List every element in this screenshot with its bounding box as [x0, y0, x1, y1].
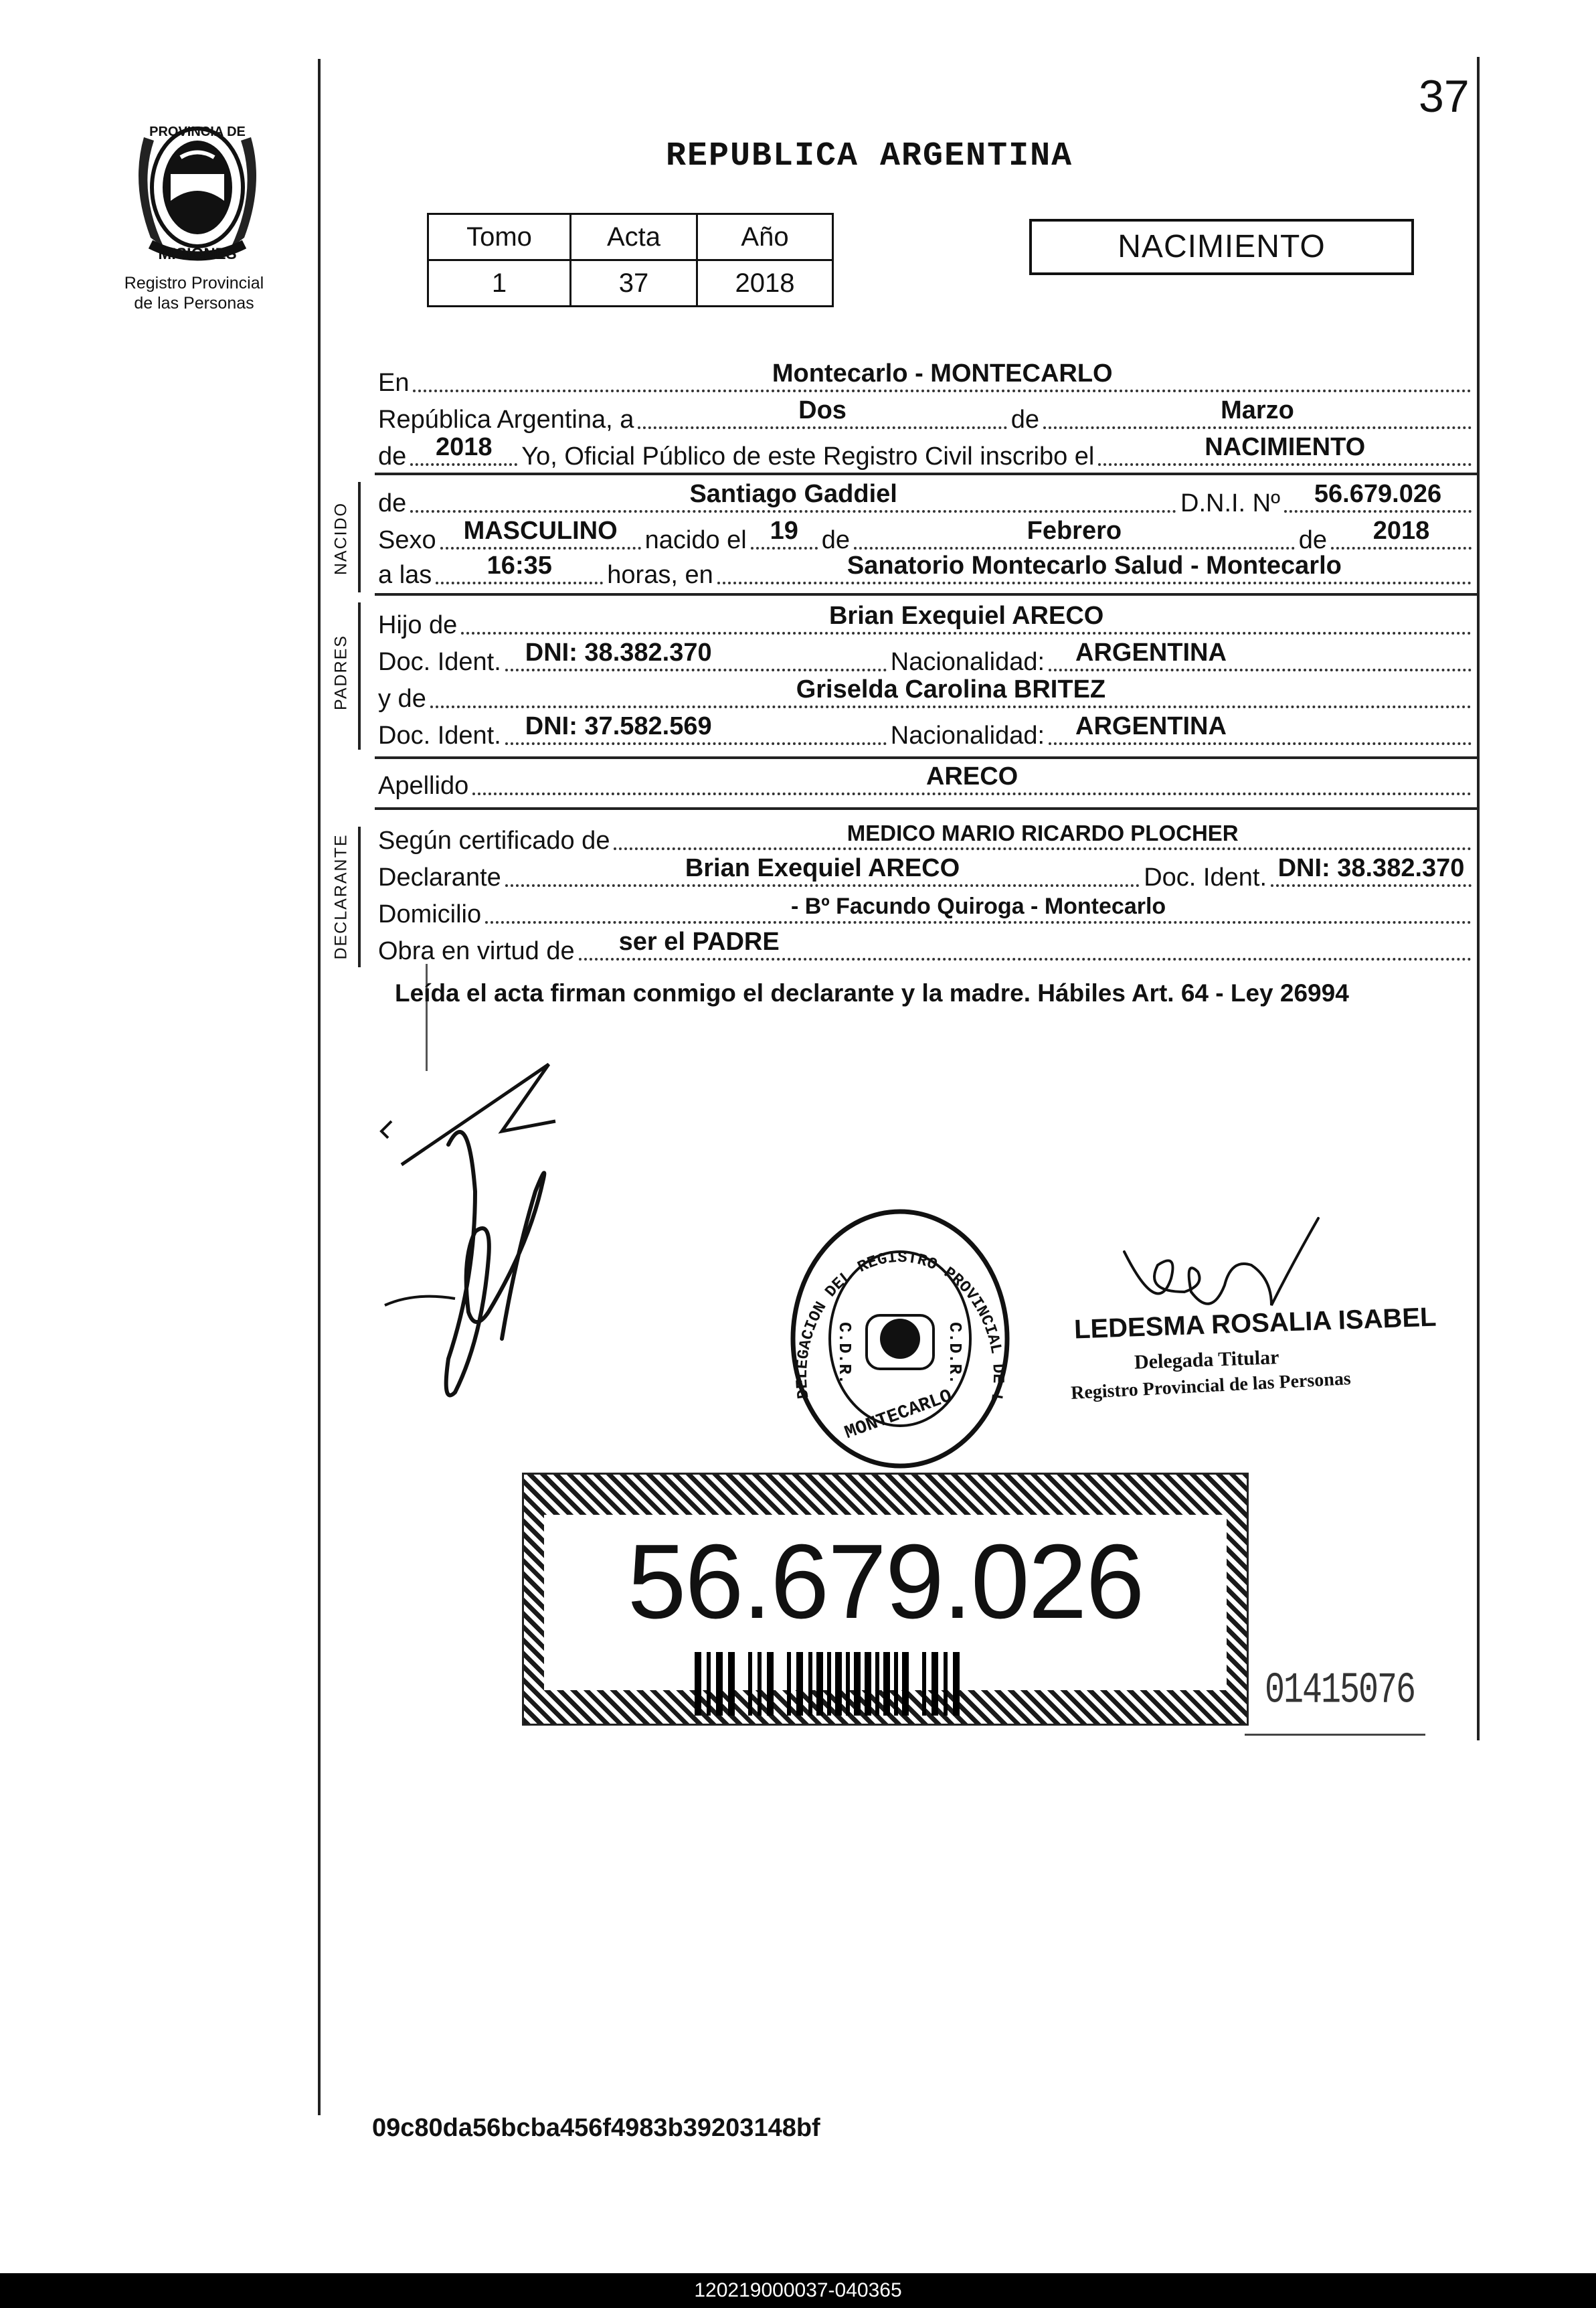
- value-month: Marzo: [1221, 396, 1294, 424]
- province-seal: [124, 110, 271, 264]
- label-country: República Argentina, a: [378, 406, 634, 434]
- nacido-bracket: [358, 482, 361, 592]
- declarant-signature: [375, 1058, 616, 1432]
- label-de-name: de: [378, 489, 407, 517]
- label-sexo: Sexo: [378, 526, 436, 554]
- serial-underline: [1245, 1734, 1425, 1736]
- label-a-las: a las: [378, 561, 432, 589]
- ref-value-ano: 2018: [697, 260, 833, 307]
- footer-bar: [0, 2273, 1596, 2308]
- value-child-name: Santiago Gaddiel: [689, 480, 897, 508]
- left-margin-line: [318, 59, 321, 2115]
- label-father-doc: Doc. Ident.: [378, 648, 501, 676]
- official-role: Delegada Titular: [1134, 1346, 1279, 1374]
- stamp-center-right: C.D.R.: [945, 1322, 965, 1385]
- value-child-dni: 56.679.026: [1314, 480, 1442, 508]
- label-dni: D.N.I. Nº: [1180, 489, 1280, 517]
- registry-label-line1: Registro Provincial: [124, 274, 264, 293]
- registry-label: [107, 273, 281, 313]
- ref-header-ano: Año: [697, 214, 833, 260]
- reference-table: [427, 213, 834, 307]
- value-birth-day: 19: [770, 517, 798, 545]
- value-domicile: - Bº Facundo Quiroga - Montecarlo: [790, 894, 1166, 919]
- value-city: Montecarlo - MONTECARLO: [772, 359, 1113, 388]
- official-stamp: [786, 1205, 1014, 1473]
- value-year: 2018: [436, 433, 493, 461]
- value-day: Dos: [798, 396, 847, 424]
- ref-value-acta: 37: [571, 260, 697, 307]
- label-mother-nat: Nacionalidad:: [890, 722, 1045, 750]
- value-inscription: NACIMIENTO: [1205, 433, 1366, 461]
- record-type-box: NACIMIENTO: [1029, 219, 1414, 275]
- ref-header-tomo: Tomo: [428, 214, 571, 260]
- seal-bottom-text: MISIONES: [158, 245, 237, 263]
- label-horas: horas, en: [607, 561, 713, 589]
- official-org: Registro Provincial de las Personas: [1070, 1368, 1352, 1404]
- value-birth-month: Febrero: [1027, 517, 1122, 545]
- closing-statement: Leída el acta firman conmigo el declarante y la madre. Hábiles Art. 64 - Ley 26994: [395, 979, 1349, 1007]
- stamp-bottom-text: MONTECARLO: [842, 1386, 956, 1445]
- label-declarant-doc: Doc. Ident.: [1144, 863, 1267, 892]
- page-number: 37: [1419, 71, 1470, 122]
- label-yde: y de: [378, 685, 426, 713]
- label-nacido: nacido el: [644, 526, 747, 554]
- label-certificate: Según certificado de: [378, 827, 610, 855]
- section-nacido: NACIDO: [331, 501, 351, 576]
- value-mother-name: Griselda Carolina BRITEZ: [796, 675, 1106, 704]
- value-mother-nationality: ARGENTINA: [1075, 712, 1227, 740]
- dni-label-number: 56.679.026: [627, 1523, 1144, 1641]
- value-birth-year: 2018: [1372, 517, 1430, 545]
- label-declarant: Declarante: [378, 863, 501, 892]
- svg-text:DELEGACION DEL REGISTRO PROVIN: [786, 1205, 1006, 1404]
- label-de-year: de: [378, 442, 407, 471]
- label-domicile: Domicilio: [378, 900, 482, 928]
- stamp-center-left: C.D.R.: [834, 1322, 855, 1385]
- value-birth-time: 16:35: [486, 552, 552, 580]
- section-padres: PADRES: [331, 635, 351, 710]
- padres-bracket: [358, 602, 361, 750]
- label-father-nat: Nacionalidad:: [890, 648, 1045, 676]
- label-de: de: [1010, 406, 1039, 434]
- label-hijo: Hijo de: [378, 611, 458, 639]
- page-title: REPUBLICA ARGENTINA: [666, 137, 1073, 175]
- label-mother-doc: Doc. Ident.: [378, 722, 501, 750]
- row-surname: [378, 763, 1476, 801]
- label-apellido: Apellido: [378, 772, 469, 800]
- value-mother-doc: DNI: 37.582.569: [525, 712, 712, 740]
- section-declarante: DECLARANTE: [331, 833, 351, 960]
- row-inscription: [378, 434, 1476, 471]
- row-virtue: [378, 928, 1476, 966]
- value-surname: ARECO: [925, 762, 1018, 791]
- ref-value-tomo: 1: [428, 260, 571, 307]
- registry-label-line2: de las Personas: [134, 294, 254, 313]
- document-hash: 09c80da56bcba456f4983b39203148bf: [372, 2114, 820, 2142]
- official-name: LEDESMA ROSALIA ISABEL: [1073, 1302, 1437, 1345]
- value-declarant-name: Brian Exequiel ARECO: [685, 854, 960, 882]
- footer-code: 120219000037-040365: [694, 2279, 902, 2301]
- value-birth-place: Sanatorio Montecarlo Salud - Montecarlo: [847, 552, 1342, 580]
- label-de-month: de: [821, 526, 851, 554]
- dni-label: [522, 1473, 1249, 1726]
- seal-top-text: PROVINCIA DE: [149, 125, 246, 139]
- row-mother-doc: [378, 713, 1476, 750]
- dni-serial-number: 01415076: [1265, 1666, 1415, 1716]
- value-certificate: MEDICO MARIO RICARDO PLOCHER: [847, 821, 1239, 845]
- value-father-nationality: ARGENTINA: [1075, 639, 1227, 667]
- label-virtue: Obra en virtud de: [378, 937, 575, 965]
- row-time-place: [378, 552, 1476, 590]
- dni-barcode: [695, 1652, 1009, 1716]
- label-de-birthyear: de: [1298, 526, 1327, 554]
- value-sexo: MASCULINO: [463, 517, 618, 545]
- value-virtue: ser el PADRE: [618, 928, 780, 956]
- label-en: En: [378, 369, 410, 397]
- label-inscription: Yo, Oficial Público de este Registro Civil inscribo el: [521, 442, 1095, 471]
- dni-label-window: [544, 1515, 1227, 1690]
- value-father-doc: DNI: 38.382.370: [525, 639, 712, 667]
- value-father-name: Brian Exequiel ARECO: [828, 602, 1104, 630]
- value-declarant-doc: DNI: 38.382.370: [1277, 854, 1465, 882]
- declarante-bracket: [358, 827, 361, 967]
- stamp-ring-text: DELEGACION DEL REGISTRO PROVINCIAL DE L: [793, 1248, 1007, 1405]
- right-margin-line: [1477, 57, 1480, 1740]
- ref-header-acta: Acta: [571, 214, 697, 260]
